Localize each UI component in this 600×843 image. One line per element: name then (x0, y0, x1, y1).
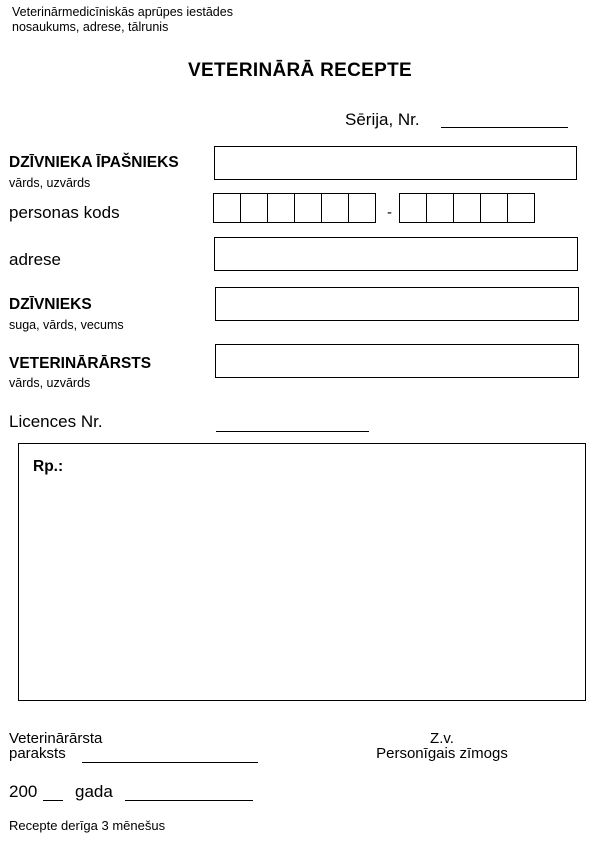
license-label: Licences Nr. (9, 412, 103, 431)
owner-sublabel: vārds, uzvārds (9, 176, 91, 190)
address-field[interactable] (214, 237, 578, 271)
signature-label-line2: paraksts (9, 745, 66, 762)
signature-line[interactable] (82, 762, 258, 763)
animal-label: DZĪVNIEKS (9, 296, 92, 313)
date-year-line[interactable] (43, 800, 63, 801)
date-gada-label: gada (75, 782, 113, 801)
address-label: adrese (9, 250, 61, 269)
owner-label: DZĪVNIEKA ĪPAŠNIEKS (9, 154, 179, 171)
personal-code-digit[interactable] (213, 193, 241, 223)
personal-code-digit[interactable] (240, 193, 268, 223)
personal-code-part1 (213, 193, 383, 223)
vet-name-field[interactable] (215, 344, 579, 378)
signature-label-line1: Veterinārārsta (9, 730, 103, 747)
personal-code-digit[interactable] (480, 193, 508, 223)
personal-code-digit[interactable] (399, 193, 427, 223)
series-label: Sērija, Nr. (345, 110, 420, 129)
prescription-box[interactable] (18, 443, 586, 701)
personal-code-digit[interactable] (267, 193, 295, 223)
institution-label-line1: Veterinārmedicīniskās aprūpes iestādes (12, 5, 233, 19)
validity-note: Recepte derīga 3 mēnešus (9, 818, 166, 833)
vet-sublabel: vārds, uzvārds (9, 376, 91, 390)
series-number-line[interactable] (441, 127, 568, 128)
date-year-prefix: 200 (9, 782, 38, 801)
license-number-line[interactable] (216, 431, 369, 432)
stamp-label-line2: Personīgais zīmogs (376, 745, 508, 762)
personal-code-digit[interactable] (348, 193, 376, 223)
personal-code-digit[interactable] (321, 193, 349, 223)
personal-code-separator: - (387, 204, 392, 221)
prescription-label: Rp.: (33, 458, 64, 475)
animal-sublabel: suga, vārds, vecums (9, 318, 124, 332)
vet-label: VETERINĀRĀRSTS (9, 355, 152, 372)
owner-name-field[interactable] (214, 146, 577, 180)
personal-code-label: personas kods (9, 203, 120, 222)
personal-code-part2 (399, 193, 541, 223)
personal-code-digit[interactable] (453, 193, 481, 223)
personal-code-digit[interactable] (426, 193, 454, 223)
personal-code-digit[interactable] (294, 193, 322, 223)
stamp-label-line1: Z.v. (430, 730, 454, 747)
date-line[interactable] (125, 800, 253, 801)
institution-label-line2: nosaukums, adrese, tālrunis (12, 20, 169, 34)
personal-code-digit[interactable] (507, 193, 535, 223)
page-title: VETERINĀRĀ RECEPTE (188, 60, 412, 81)
animal-field[interactable] (215, 287, 579, 321)
